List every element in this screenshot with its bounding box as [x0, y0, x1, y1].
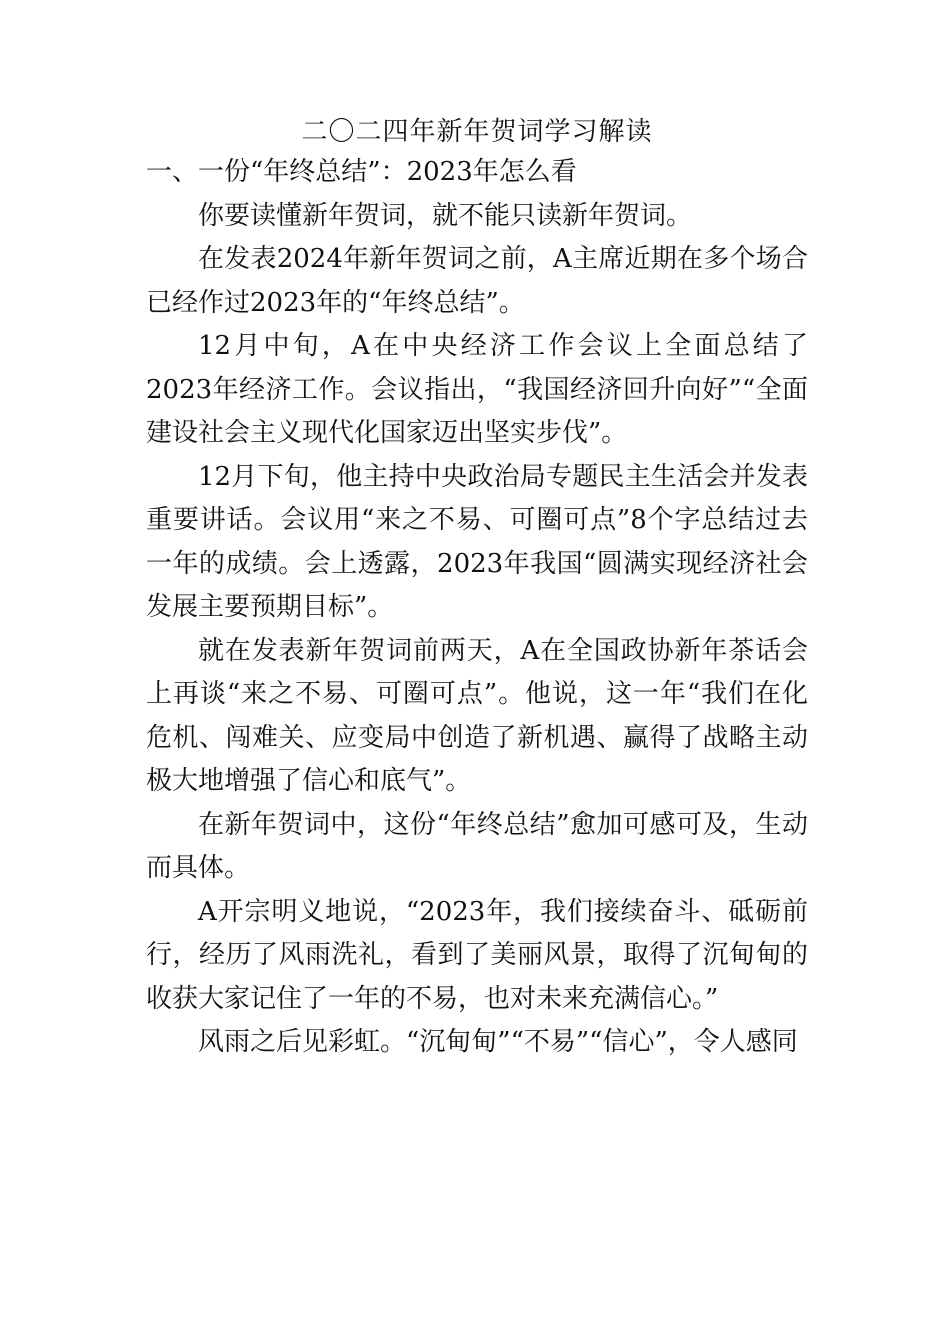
paragraph: 就在发表新年贺词前两天，A在全国政协新年茶话会上再谈“来之不易、可圈可点”。他说，这一年“我们在化危机、闯难关、应变局中创造了新机遇、赢得了战略主动极大地增强了信心和底气”。 [146, 635, 808, 796]
paragraph: 12月下旬，他主持中央政治局专题民主生活会并发表重要讲话。会议用“来之不易、可圈可点”8个字总结过去一年的成绩。会上透露，2023年我国“圆满实现经济社会发展主要预期目标”。 [146, 461, 808, 622]
document-title: 二〇二四年新年贺词学习解读 [301, 117, 653, 147]
document-body [146, 113, 808, 1065]
paragraph: 风雨之后见彩虹。“沉甸甸”“不易”“信心”，令人感同 [198, 1027, 798, 1057]
paragraph: 12月中旬，A在中央经济工作会议上全面总结了2023年经济工作。会议指出，“我国经济回升向好”“全面建设社会主义现代化国家迈出坚实步伐”。 [146, 331, 808, 448]
paragraph: 你要读懂新年贺词，就不能只读新年贺词。 [198, 200, 693, 231]
section-heading: 一、一份“年终总结”：2023年怎么看 [146, 157, 577, 187]
paragraph: A开宗明义地说，“2023年，我们接续奋斗、砥砺前行，经历了风雨洗礼，看到了美丽风景，取得了沉甸甸的收获大家记住了一年的不易，也对未来充满信心。” [146, 896, 808, 1014]
paragraph: 在新年贺词中，这份“年终总结”愈加可感可及，生动而具体。 [146, 809, 808, 883]
paragraph: 在发表2024年新年贺词之前，A主席近期在多个场合已经作过2023年的“年终总结”。 [146, 244, 808, 318]
